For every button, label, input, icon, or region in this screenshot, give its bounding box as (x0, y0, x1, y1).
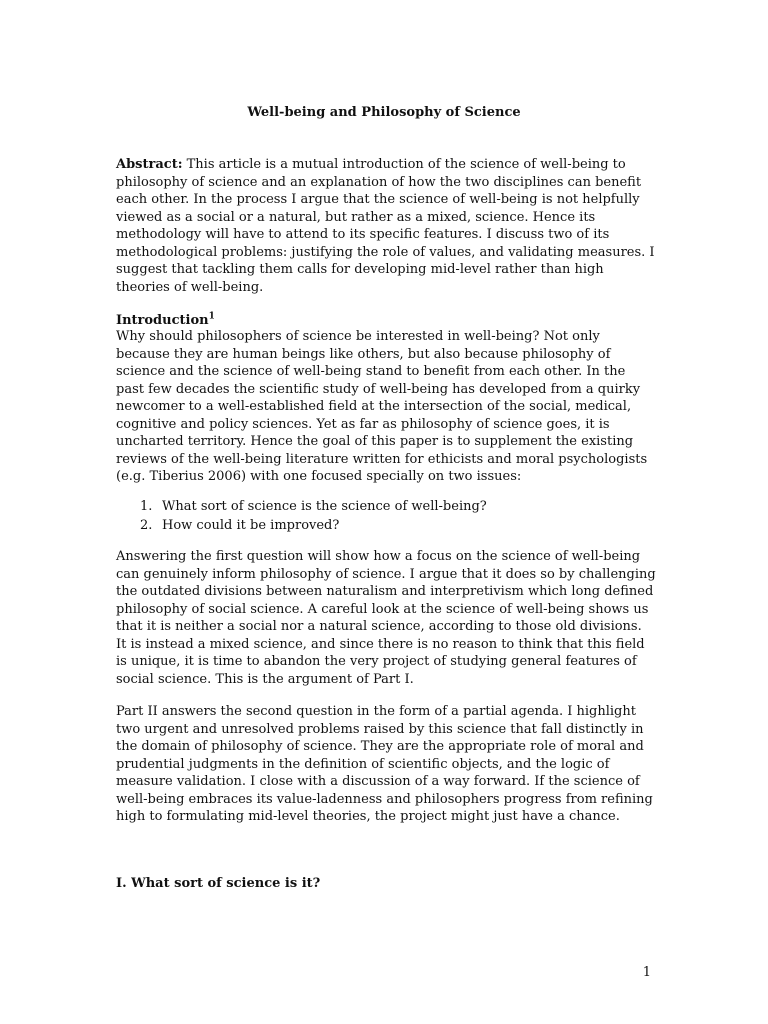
abstract-text: This article is a mutual introduction of the science of well-being to philosophy of science and an explanation of how the two disciplines can benefit each other. In the process I argue that the science of well-being is not helpfully viewed as a social or a natural, but rather as a mixed, science. Hence its methodology will have to attend to its specific features. I discuss two of its methodological problems: justifying the role of values, and validating measures. I suggest that tackling them calls for developing mid-level rather than high theories of well-being. (116, 157, 655, 295)
footnote-marker[interactable]: 1 (208, 311, 215, 322)
abstract-label: Abstract: (116, 157, 183, 172)
body-paragraph-part-one: Answering the first question will show how a focus on the science of well-being can genuinely inform philosophy of science. I argue that it does so by challenging the outdated divisions between naturalism and interpretivism which long defined philosophy of social science. A careful look at the science of well-being shows us that it is neither a social nor a natural science, according to those old divisions. It is instead a mixed science, and since there is no reason to think that this field is unique, it is time to abandon the very project of studying general features of social science. This is the argument of Part I. (116, 549, 656, 687)
list-item-text: What sort of science is the science of well-being? (162, 499, 487, 514)
introduction-heading (116, 312, 215, 330)
list-item-number: 1. (140, 499, 153, 514)
questions-list (116, 497, 656, 535)
abstract-paragraph (116, 156, 656, 296)
document-title: Well-being and Philosophy of Science (247, 105, 521, 120)
list-item (116, 497, 656, 516)
section-heading: I. What sort of science is it? (116, 876, 321, 891)
page-number: 1 (642, 965, 651, 980)
introduction-heading-text: Introduction (116, 313, 209, 328)
introduction-paragraph: Why should philosophers of science be interested in well-being? Not only because they are human beings like others, but also because philosophy of science and the science of well-being stand to benefit from each other. In the past few decades the scientific study of well-being has developed from a quirky newcomer to a well-established field at the intersection of the social, medical, cognitive and policy sciences. Yet as far as philosophy of science goes, it is uncharted territory. Hence the goal of this paper is to supplement the existing reviews of the well-being literature written for ethicists and moral psychologists (e.g. Tiberius 2006) with one focused specially on two issues: (116, 329, 648, 484)
list-item (116, 516, 656, 535)
body-paragraph-part-two: Part II answers the second question in the form of a partial agenda. I highlight two urgent and unresolved problems raised by this science that fall distinctly in the domain of philosophy of science. They are the appropriate role of moral and prudential judgments in the definition of scientific objects, and the logic of measure validation. I close with a discussion of a way forward. If the science of well-being embraces its value-ladenness and philosophers progress from refining high to formulating mid-level theories, the project might just have a chance. (116, 704, 653, 824)
list-item-number: 2. (140, 518, 153, 533)
list-item-text: How could it be improved? (162, 518, 340, 533)
